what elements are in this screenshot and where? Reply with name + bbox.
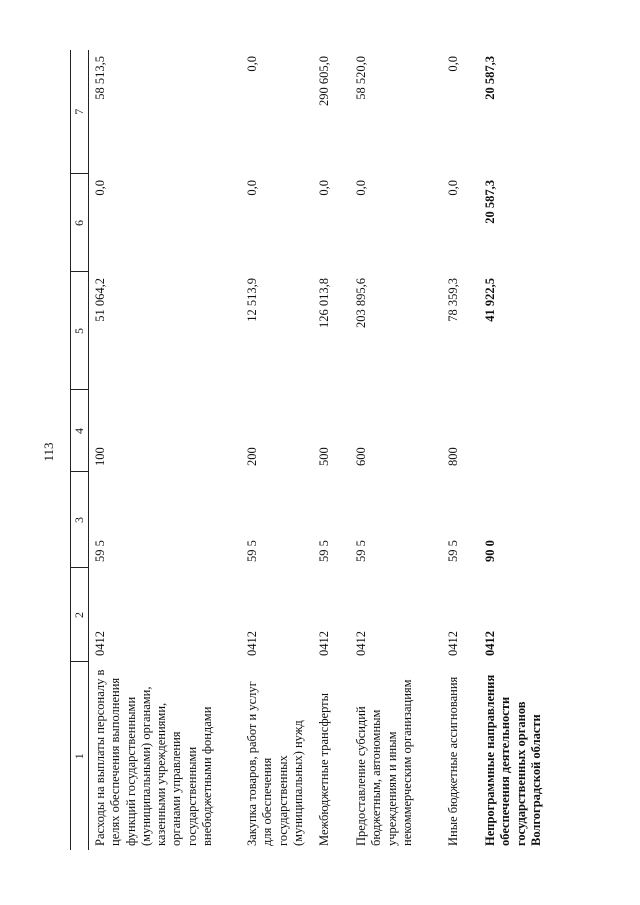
column-header-1: 1	[71, 662, 89, 850]
column-header-5: 5	[71, 272, 89, 390]
column-header-3: 3	[71, 472, 89, 568]
expense-type-code	[479, 390, 557, 472]
amount-col-5: 78 359,3	[446, 278, 460, 322]
target-article-code: 59 5	[446, 540, 460, 562]
target-article-code: 59 5	[354, 540, 368, 562]
amount-col-6: 0,0	[245, 180, 259, 196]
section-code: 0412	[245, 631, 259, 656]
expense-type-code: 800	[446, 447, 460, 466]
table-row	[241, 50, 313, 850]
amount-col-7: 0,0	[446, 56, 460, 72]
row-name: Расходы на выплаты персоналу в целях обеспечения выполнения функций государственными (муниципальными) органами, казенными учреждениями, органами управления государственными внебюджетными фондами	[93, 669, 214, 846]
section-code: 0412	[483, 631, 497, 656]
row-name: Закупка товаров, работ и услуг для обеспечения государственных (муниципальных) нужд	[245, 681, 305, 846]
section-code: 0412	[354, 631, 368, 656]
row-name: Непрограммные направления обеспечения деятельности государственных органов Волгоградской области	[483, 674, 543, 846]
column-header-2: 2	[71, 568, 89, 662]
page-number: 113	[41, 442, 56, 462]
expense-type-code: 500	[317, 447, 331, 466]
amount-col-5: 51 064,2	[93, 278, 107, 322]
table-row	[89, 50, 242, 850]
table-row	[350, 50, 442, 850]
column-header-6: 6	[71, 174, 89, 272]
amount-col-7: 58 513,5	[93, 56, 107, 100]
expense-type-code: 100	[93, 447, 107, 466]
amount-col-6: 20 587,3	[483, 180, 497, 224]
table-row	[313, 50, 350, 850]
table-row	[442, 50, 479, 850]
amount-col-6: 0,0	[93, 180, 107, 196]
row-name: Иные бюджетные ассигнования	[446, 676, 460, 846]
target-article-code: 90 0	[483, 540, 497, 562]
section-code: 0412	[317, 631, 331, 656]
amount-col-7: 0,0	[245, 56, 259, 72]
section-code: 0412	[446, 631, 460, 656]
budget-table	[70, 50, 557, 850]
amount-col-7: 58 520,0	[354, 56, 368, 100]
amount-col-6: 0,0	[317, 180, 331, 196]
column-header-4: 4	[71, 390, 89, 472]
expense-type-code: 200	[245, 447, 259, 466]
target-article-code: 59 5	[317, 540, 331, 562]
table-header-row	[71, 50, 89, 850]
amount-col-5: 12 513,9	[245, 278, 259, 322]
target-article-code: 59 5	[245, 540, 259, 562]
section-code: 0412	[93, 631, 107, 656]
target-article-code: 59 5	[93, 540, 107, 562]
amount-col-7: 20 587,3	[483, 56, 497, 100]
row-name: Предоставление субсидий бюджетным, автономным учреждениям и иным некоммерческим организациям	[354, 679, 414, 846]
expense-type-code: 600	[354, 447, 368, 466]
row-name: Межбюджетные трансферты	[317, 692, 331, 846]
amount-col-5: 126 013,8	[317, 278, 331, 328]
amount-col-6: 0,0	[354, 180, 368, 196]
amount-col-7: 290 605,0	[317, 56, 331, 106]
budget-table-rotated	[70, 50, 543, 850]
amount-col-5: 41 922,5	[483, 278, 497, 322]
table-row-subtotal	[479, 50, 557, 850]
amount-col-6: 0,0	[446, 180, 460, 196]
amount-col-5: 203 895,6	[354, 278, 368, 328]
column-header-7: 7	[71, 50, 89, 174]
